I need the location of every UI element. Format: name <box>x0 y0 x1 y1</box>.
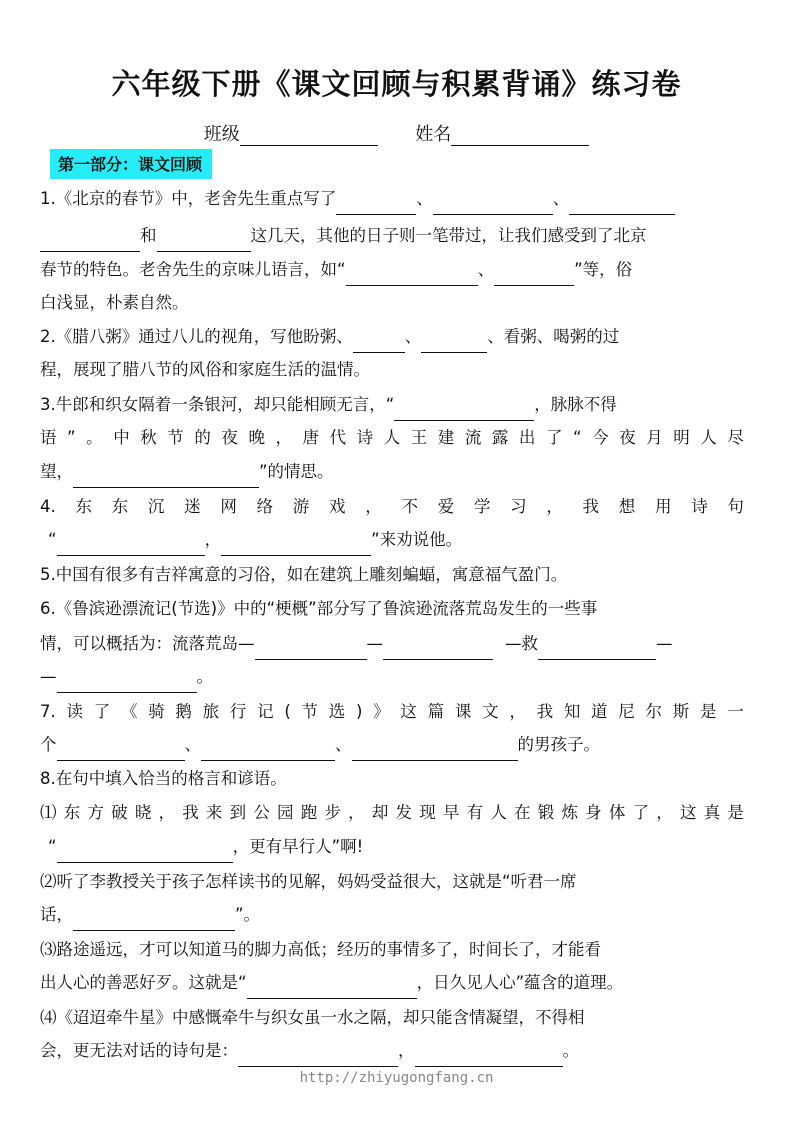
char: 不 <box>401 497 418 516</box>
char: ” <box>67 428 76 447</box>
char: 今 <box>592 428 609 447</box>
char: 道 <box>591 702 608 721</box>
char: 现 <box>419 803 436 822</box>
q8-p1-line1 <box>40 796 744 829</box>
char: 文 <box>482 702 499 721</box>
char: 公 <box>253 803 270 822</box>
q6-line1 <box>40 592 744 625</box>
char: 4. <box>40 497 56 516</box>
q1-text: ”等，俗 <box>574 260 633 279</box>
char: 东 <box>63 803 81 822</box>
char: 身 <box>585 803 602 822</box>
section-heading: 第一部分：课文回顾 <box>50 149 212 179</box>
answer-blank[interactable] <box>73 465 259 488</box>
q6-line3 <box>40 660 744 693</box>
q1-text: 这几天，其他的日子则一笔带过，让我们感受到了北京 <box>250 226 647 245</box>
char: 秋 <box>140 428 157 447</box>
q1-line2 <box>40 219 744 252</box>
q8-text: 8.在句中填入恰当的格言和谚语。 <box>40 769 287 788</box>
q8-text: 话， <box>40 905 73 924</box>
char: 夜 <box>619 428 636 447</box>
char: 游 <box>292 497 310 516</box>
q8-text: 。 <box>562 1041 579 1060</box>
q8-p4-line1 <box>40 1001 744 1034</box>
q5-line1 <box>40 558 744 591</box>
answer-blank[interactable] <box>569 192 675 215</box>
char: 代 <box>329 428 347 447</box>
q2-text: 、 <box>404 327 422 346</box>
q1-line3 <box>40 253 744 286</box>
char: 用 <box>654 497 672 516</box>
char: 锻 <box>537 803 555 822</box>
q2-text: 程，展现了腊八节的风俗和家庭生活的温情。 <box>40 360 370 379</box>
char: ， <box>275 428 292 447</box>
q3-text: ”的情思。 <box>259 462 334 481</box>
char: 唐 <box>302 428 320 447</box>
char: 鹅 <box>175 702 192 721</box>
char: 这 <box>679 803 697 822</box>
q6-text: —救 <box>505 634 538 653</box>
char: 露 <box>491 428 509 447</box>
answer-blank[interactable] <box>57 840 233 863</box>
answer-blank[interactable] <box>73 908 235 931</box>
q1-line4 <box>40 286 744 319</box>
q3-text: ，脉脉不得 <box>534 395 617 414</box>
char: 课 <box>454 702 472 721</box>
char: 一 <box>727 702 744 721</box>
q5-text: 5.中国有很多有吉祥寓意的习俗，如在建筑上雕刻蝙蝠，寓意福气盈门。 <box>40 565 568 584</box>
char: 流 <box>464 428 482 447</box>
q8-p1-line2 <box>40 830 744 863</box>
answer-blank[interactable] <box>353 330 405 353</box>
q3-line1 <box>40 388 744 421</box>
char: 东 <box>111 497 129 516</box>
q8-text: “ <box>48 837 57 856</box>
char: 破 <box>111 803 128 822</box>
char: 骑 <box>148 702 165 721</box>
char: 发 <box>395 803 413 822</box>
class-field[interactable] <box>240 125 378 146</box>
char: 7. <box>40 702 56 721</box>
answer-blank[interactable] <box>57 533 205 556</box>
char: 到 <box>229 803 247 822</box>
q6-text: — <box>366 634 383 653</box>
char: 的 <box>194 428 211 447</box>
char: 沉 <box>147 497 165 516</box>
char: 了 <box>632 803 650 822</box>
char: ) <box>356 702 363 721</box>
char: 炼 <box>561 803 578 822</box>
q8-p2-line1 <box>40 865 744 898</box>
char: 在 <box>514 803 531 822</box>
char: 是 <box>699 702 717 721</box>
q4-line1 <box>40 490 744 523</box>
q1-text: 、 <box>477 260 495 279</box>
char: 我 <box>182 803 199 822</box>
char: 是 <box>727 803 744 822</box>
q3-line2 <box>40 421 744 454</box>
char: 尼 <box>618 702 635 721</box>
q7-text: 个 <box>40 735 57 754</box>
answer-blank[interactable] <box>40 229 140 252</box>
char: 尽 <box>727 428 744 447</box>
q8-p3-line1 <box>40 933 744 966</box>
q7-text: 、 <box>335 735 352 754</box>
answer-blank[interactable] <box>415 1044 563 1067</box>
char: 中 <box>113 428 130 447</box>
answer-blank[interactable] <box>346 263 478 286</box>
char: 节 <box>167 428 184 447</box>
char: 晚 <box>248 428 265 447</box>
q8-p3-line2 <box>40 966 744 999</box>
answer-blank[interactable] <box>221 533 371 556</box>
char: 人 <box>700 428 717 447</box>
q6-line2 <box>40 627 744 660</box>
q1-text: 、 <box>416 189 433 208</box>
char: 迷 <box>184 497 201 516</box>
char: 戏 <box>329 497 346 516</box>
q8-text: 出人心的善恶好歹。这就是“ <box>40 973 247 992</box>
char: 知 <box>563 702 581 721</box>
char: 出 <box>518 428 536 447</box>
char: 跑 <box>300 803 318 822</box>
char: 步 <box>324 803 341 822</box>
answer-blank[interactable] <box>238 1044 398 1067</box>
answer-blank[interactable] <box>57 670 197 693</box>
q1-text: 和 <box>140 226 157 245</box>
q2-text: 2.《腊八粥》通过八儿的视角，写他盼粥、 <box>40 327 353 346</box>
char: 园 <box>277 803 294 822</box>
char: 晓 <box>134 803 152 822</box>
name-label: 姓名 <box>415 124 452 145</box>
q2-line1 <box>40 320 744 353</box>
char: 月 <box>646 428 663 447</box>
q1-text: 1.《北京的春节》中，老舍先生重点写了 <box>40 189 337 208</box>
q6-text: — <box>656 634 673 653</box>
char: 真 <box>703 803 721 822</box>
char: 网 <box>220 497 237 516</box>
char: 却 <box>371 803 389 822</box>
char: 夜 <box>221 428 238 447</box>
q8-text: ， <box>398 1041 415 1060</box>
char: 东 <box>75 497 92 516</box>
char: 想 <box>618 497 636 516</box>
q4-text: ”来劝说他。 <box>371 530 463 549</box>
class-label: 班级 <box>203 124 240 145</box>
char: 《 <box>120 702 138 721</box>
q8-text: 会，更无法对话的诗句是： <box>40 1041 238 1060</box>
footer-url: http://zhiyugongfang.cn <box>299 1070 494 1086</box>
char: 有 <box>466 803 484 822</box>
answer-blank[interactable] <box>57 738 185 761</box>
q4-text: “ <box>48 530 57 549</box>
char: 了 <box>545 428 563 447</box>
q7-text: 的男孩子。 <box>517 735 600 754</box>
char: 了 <box>93 702 111 721</box>
char: 篇 <box>427 702 445 721</box>
q7-line2 <box>40 728 744 761</box>
char: ， <box>509 702 526 721</box>
char: 旅 <box>202 702 220 721</box>
char: ， <box>348 803 365 822</box>
char: 我 <box>536 702 554 721</box>
char: 王 <box>410 428 428 447</box>
q8-p4-line2 <box>40 1034 744 1067</box>
answer-blank[interactable] <box>394 398 534 421</box>
char: 。 <box>86 428 103 447</box>
answer-blank[interactable] <box>433 192 553 215</box>
answer-blank[interactable] <box>336 192 416 215</box>
char: 建 <box>437 428 455 447</box>
q4-text: ， <box>204 530 222 549</box>
q8-text: ，更有早行人”啊! <box>232 837 364 856</box>
q6-text: 情，可以概括为：流落荒岛— <box>40 634 255 653</box>
char: 语 <box>40 428 57 447</box>
char: 人 <box>383 428 401 447</box>
answer-blank[interactable] <box>157 229 251 252</box>
char: ， <box>546 497 563 516</box>
char: 诗 <box>356 428 374 447</box>
q1-text: 白浅显，朴素自然。 <box>40 293 189 312</box>
q3-line3 <box>40 455 744 488</box>
char: 记 <box>257 702 274 721</box>
q8-text: ，日久见人心”蕴含的道理。 <box>416 973 624 992</box>
char: 人 <box>490 803 507 822</box>
answer-blank[interactable] <box>201 738 335 761</box>
q6-text: 6.《鲁滨逊漂流记(节选)》中的“梗概”部分写了鲁滨逊流落荒岛发生的一些事 <box>40 599 598 618</box>
char: 络 <box>256 497 274 516</box>
answer-blank[interactable] <box>352 738 518 761</box>
name-field[interactable] <box>451 125 589 146</box>
page-title: 六年级下册《课文回顾与积累背诵》练习卷 <box>111 67 682 101</box>
char: 体 <box>608 803 626 822</box>
char: 这 <box>400 702 417 721</box>
q4-line2 <box>40 523 744 556</box>
char: 尔 <box>645 702 663 721</box>
char: 习 <box>510 497 527 516</box>
char: 》 <box>373 702 390 721</box>
char: ( <box>284 702 291 721</box>
answer-blank[interactable] <box>247 976 417 999</box>
char: 行 <box>229 702 247 721</box>
q2-line2 <box>40 353 744 386</box>
char: 早 <box>442 803 460 822</box>
char: 学 <box>473 497 491 516</box>
char: “ <box>573 428 582 447</box>
answer-blank[interactable] <box>255 637 367 660</box>
q7-line1 <box>40 695 744 728</box>
char: 斯 <box>672 702 690 721</box>
answer-blank[interactable] <box>538 637 656 660</box>
char: 明 <box>673 428 690 447</box>
char: 节 <box>301 702 319 721</box>
char: 诗 <box>691 497 708 516</box>
char: ， <box>656 803 673 822</box>
q6-text: 。 <box>196 667 213 686</box>
q8-text: ⑷《迢迢牵牛星》中感慨牵牛与织女虽一水之隔，却只能含情凝望，不得相 <box>40 1008 585 1027</box>
name-row <box>0 120 793 146</box>
char: 来 <box>205 803 223 822</box>
char: 读 <box>66 702 83 721</box>
char: 我 <box>582 497 600 516</box>
q8-p2-line2 <box>40 898 744 931</box>
q3-text: 3.牛郎和织女隔着一条银河，却只能相顾无言，“ <box>40 395 395 414</box>
char: 方 <box>87 803 104 822</box>
char: 爱 <box>437 497 455 516</box>
q2-text: 、看粥、喝粥的过 <box>487 327 620 346</box>
char: ⑴ <box>40 803 57 822</box>
q1-text: 春节的特色。老舍先生的京味儿语言，如“ <box>40 260 346 279</box>
q3-text: 望， <box>40 462 73 481</box>
q8-text: ”。 <box>235 905 261 924</box>
q1-line1 <box>40 182 744 215</box>
answer-blank[interactable] <box>494 263 574 286</box>
char: 句 <box>727 497 744 516</box>
q8-text: ⑵听了李教授关于孩子怎样读书的见解，妈妈受益很大，这就是“听君一席 <box>40 872 577 891</box>
q7-text: 、 <box>184 735 201 754</box>
answer-blank[interactable] <box>421 330 487 353</box>
char: ， <box>158 803 176 822</box>
q6-text: — <box>40 667 57 686</box>
q1-text: 、 <box>552 189 570 208</box>
answer-blank[interactable] <box>383 637 493 660</box>
char: ， <box>365 497 382 516</box>
q8-intro <box>40 762 744 795</box>
q8-text: ⑶路途遥远，才可以知道马的脚力高低；经历的事情多了，时间长了，才能看 <box>40 940 601 959</box>
char: 选 <box>328 702 346 721</box>
